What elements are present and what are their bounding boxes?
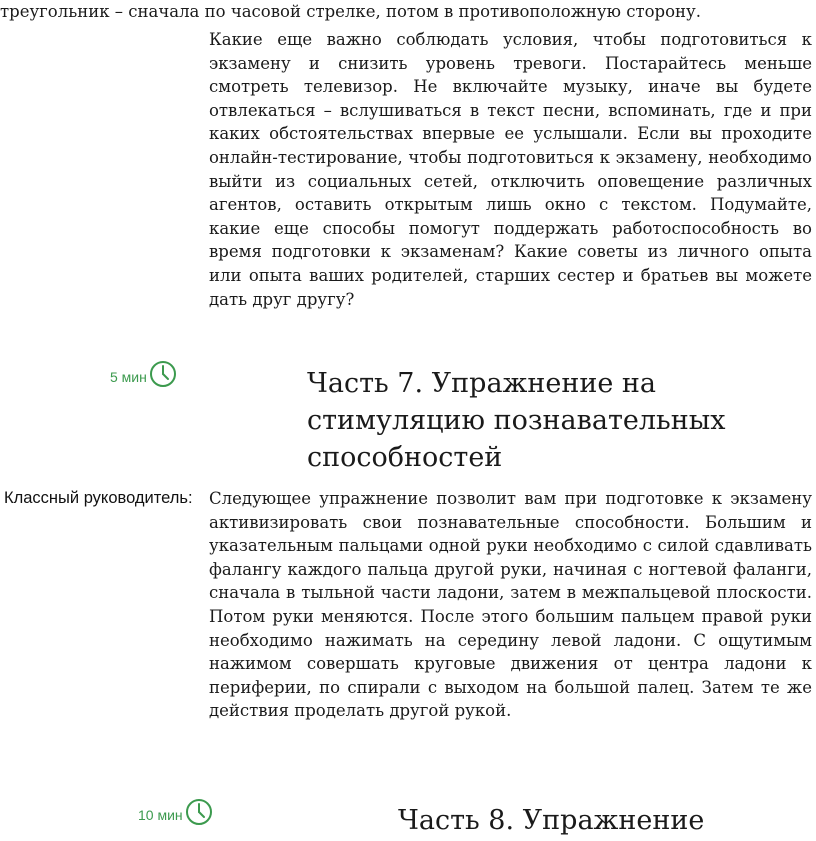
paragraph-exercise: Следующее упражнение позволит вам при подготовке к экзамену активизировать свои познавательные способности. Большим и указательным пальцами одной руки необходимо с силой сдавливать фалангу каждого пальца другой руки, начиная с ногтевой фаланги, сначала в тыльной части ладони, затем в межпальцевой плоскости. Потом руки меняются. После этого большим пальцем правой руки необходимо нажимать на середину левой ладони. С ощутимым нажимом совершать круговые движения от центра ладони к периферии, по спирали с выходом на большой палец. Затем те же действия проделать другой рукой.	[209, 489, 812, 721]
section-8-heading: Часть 8. Упражнение	[398, 805, 705, 836]
timer-label: 10 мин	[138, 807, 183, 823]
clock-icon	[185, 798, 213, 826]
paragraph-conditions: Какие еще важно соблюдать условия, чтобы подготовиться к экзамену и снизить уровень тревоги. Постарайтесь меньше смотреть телевизор. Не включайте музыку, иначе вы будете отвлекаться – вслушиваться в текст песни, вспоминать, где и при каких обстоятельствах впервые ее услышали. Если вы проходите онлайн-тестирование, чтобы подготовиться к экзамену, необходимо выйти из социальных сетей, отключить оповещение различных агентов, оставить открытым лишь окно с текстом. Подумайте, какие еще способы помогут поддержать работоспособность во время подготовки к экзаменам? Какие советы из личного опыта или опыта ваших родителей, старших сестер и братьев вы можете дать друг другу?	[209, 30, 812, 309]
section-7-heading: Часть 7. Упражнение на стимуляцию познавательных способностей	[307, 368, 726, 473]
timer-label: 5 мин	[110, 369, 147, 385]
speaker-label: Классный руководитель:	[4, 489, 193, 507]
clock-icon	[149, 360, 177, 388]
continuation-line: треугольник – сначала по часовой стрелке, потом в противоположную сторону.	[0, 2, 701, 21]
timer-5-min	[110, 360, 177, 388]
timer-10-min	[138, 798, 213, 826]
